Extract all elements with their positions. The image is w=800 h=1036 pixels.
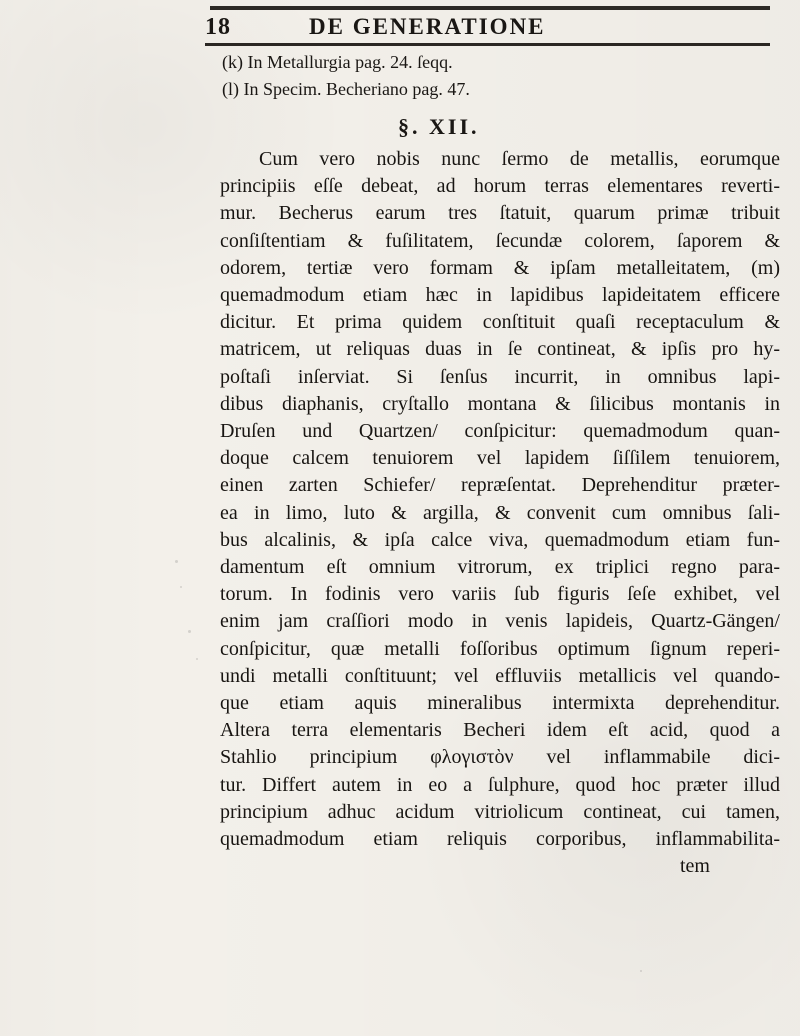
page-header (205, 14, 765, 41)
ink-fleck (196, 658, 198, 660)
text-line-7: dicitur. Et prima quidem conſtituit quaſi receptaculum & (220, 311, 780, 334)
text-line-21: que etiam aquis mineralibus intermixta deprehenditur. (220, 692, 780, 715)
ink-fleck (188, 630, 191, 633)
footnote-k: (k) In Metallurgia pag. 24. ſeqq. (222, 52, 453, 72)
text-line-3: mur. Becherus earum tres ſtatuit, quarum primæ tribuit (220, 202, 780, 225)
text-line-20: undi metalli conſtituunt; vel effluviis metallicis vel quando- (220, 664, 780, 687)
running-title: DE GENERATIONE (309, 14, 546, 39)
text-line-25: principium adhuc acidum vitriolicum contineat, cui tamen, (220, 800, 780, 823)
text-line-14: ea in limo, luto & argilla, & convenit cum omnibus ſali- (220, 501, 780, 524)
main-body-text (220, 146, 780, 880)
text-line-19: conſpicitur, quæ metalli foſſoribus optimum ſignum reperi- (220, 637, 780, 660)
text-line-5: odorem, tertiæ vero formam & ipſam metalleitatem, (m) (220, 256, 780, 279)
ink-fleck (180, 586, 182, 588)
text-line-4: conſiſtentiam & fuſilitatem, ſecundæ colorem, ſaporem & (220, 229, 780, 252)
text-line-9: poſtaſi inſerviat. Si ſenſus incurrit, in omnibus lapi- (220, 365, 780, 388)
text-line-24: tur. Differt autem in eo a ſulphure, quod hoc præter illud (220, 773, 780, 796)
text-line-17: torum. In fodinis vero variis ſub figuris ſeſe exhibet, vel (220, 583, 780, 606)
page-number: 18 (205, 14, 231, 40)
text-line-26: quemadmodum etiam reliquis corporibus, inflammabilita- (220, 828, 780, 851)
top-rule (210, 6, 770, 10)
ink-fleck (175, 560, 178, 563)
header-rule (205, 43, 770, 46)
text-line-16: damentum eſt omnium vitrorum, ex triplici regno para- (220, 556, 780, 579)
text-line-6: quemadmodum etiam hæc in lapidibus lapideitatem efficere (220, 284, 780, 307)
text-line-2: principiis eſſe debeat, ad horum terras elementares reverti- (220, 175, 780, 198)
section-heading: §. XII. (398, 114, 480, 139)
text-line-18: enim jam craſſiori modo in venis lapideis, Quartz-Gängen/ (220, 610, 780, 633)
text-line-12: doque calcem tenuiorem vel lapidem ſiſſilem tenuiorem, (220, 447, 780, 470)
text-line-1: Cum vero nobis nunc ſermo de metallis, eorumque (259, 148, 780, 170)
footnote-l: (l) In Specim. Becheriano pag. 47. (222, 79, 470, 99)
text-line-8: matricem, ut reliquas duas in ſe contineat, & ipſis pro hy- (220, 338, 780, 361)
footnotes (222, 49, 722, 103)
text-line-15: bus alcalinis, & ipſa calce viva, quemadmodum etiam fun- (220, 528, 780, 551)
catchword: tem (680, 855, 710, 878)
ink-fleck (640, 970, 642, 972)
text-line-10: dibus diaphanis, cryſtallo montana & ſilicibus montanis in (220, 392, 780, 415)
text-line-23: Stahlio principium φλογιστὸν vel inflammabile dici- (220, 746, 780, 769)
text-line-11: Druſen und Quartzen/ conſpicitur: quemadmodum quan- (220, 420, 780, 443)
text-line-13: einen zarten Schiefer/ repræſentat. Deprehenditur præter- (220, 474, 780, 497)
text-line-22: Altera terra elementaris Becheri idem eſt acid, quod a (220, 719, 780, 742)
